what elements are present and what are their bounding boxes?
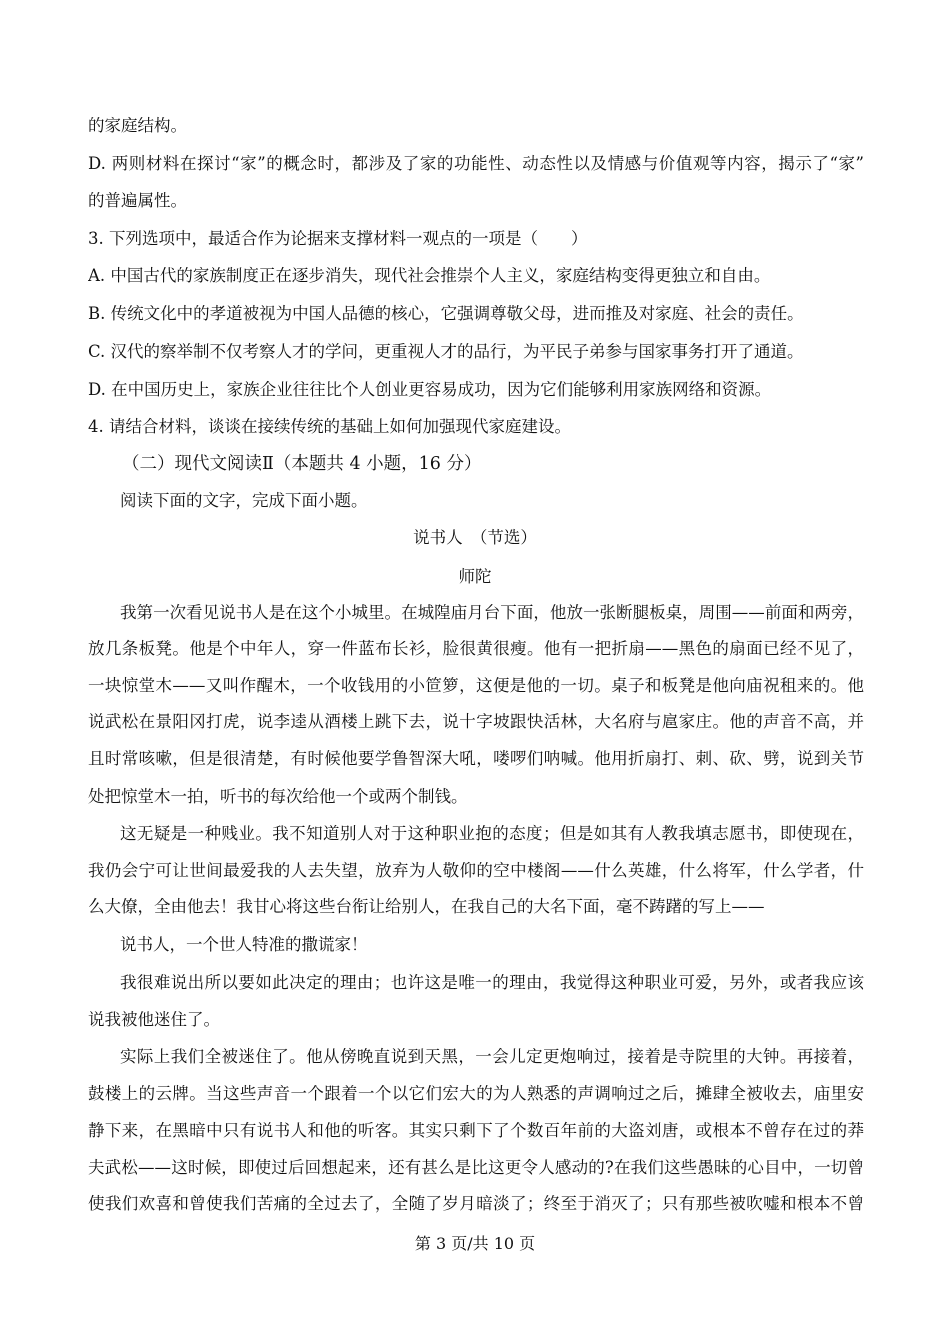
section-heading: （二）现代文阅读Ⅱ（本题共 4 小题，16 分） [122,454,482,474]
text-line: 的普遍属性。 [88,191,187,210]
option-d-line-1: D. 两则材料在探讨“家”的概念时，都涉及了家的功能性、动态性以及情感与价值观等内容，揭示了“家” [88,154,864,173]
paragraph-line: 使我们欢喜和曾使我们苦痛的全过去了，全随了岁月暗淡了；终至于消灭了；只有那些被吹嘘和根本不曾 [88,1194,864,1213]
question-3: 3. 下列选项中，最适合作为论据来支撑材料一观点的一项是（ ） [88,229,588,248]
question-4: 4. 请结合材料，谈谈在接续传统的基础上如何加强现代家庭建设。 [88,417,571,436]
paragraph-line: 么大僚，全由他去！我甘心将这些台衔让给别人，在我自己的大名下面，毫不踌躇的写上—— [88,897,765,916]
paragraph-line: 且时常咳嗽，但是很清楚，有时候他要学鲁智深大吼，喽啰们呐喊。他用折扇打、刺、砍、劈，说到关节 [88,749,864,768]
option-d: D. 在中国历史上，家族企业往往比个人创业更容易成功，因为它们能够利用家族网络和资源。 [88,380,772,399]
paragraph-line: 实际上我们全被迷住了。他从傍晚直说到天黑，一会儿定更炮响过，接着是寺院里的大钟。再接着， [120,1047,864,1066]
paragraph-line: 这无疑是一种贱业。我不知道别人对于这种职业抱的态度；但是如其有人教我填志愿书，即使现在， [120,824,864,843]
option-a: A. 中国古代的家族制度正在逐步消失，现代社会推崇个人主义，家庭结构变得更独立和自由。 [88,266,771,285]
text-line: 的家庭结构。 [88,116,187,135]
paragraph-line: 我第一次看见说书人是在这个小城里。在城隍庙月台下面，他放一张断腿板桌，周围——前面和两旁， [120,603,864,622]
paragraph-line: 我仍会宁可让世间最爱我的人去失望，放弃为人敬仰的空中楼阁——什么英雄，什么将军，什么学者，什 [88,861,864,880]
paragraph-line: 处把惊堂木一拍，听书的每次给他一个或两个制钱。 [88,787,468,806]
page-footer: 第 3 页/共 10 页 [414,1234,536,1253]
paragraph-line: 说书人，一个世人特准的撒谎家！ [120,935,368,954]
option-c: C. 汉代的察举制不仅考察人才的学问，更重视人才的品行，为平民子弟参与国家事务打开了通道。 [88,342,804,361]
option-b: B. 传统文化中的孝道被视为中国人品德的核心，它强调尊敬父母，进而推及对家庭、社会的责任。 [88,304,804,323]
paragraph-line: 放几条板凳。他是个中年人，穿一件蓝布长衫，脸很黄很瘦。他有一把折扇——黑色的扇面已经不见了， [88,639,864,658]
instruction: 阅读下面的文字，完成下面小题。 [120,491,368,510]
paragraph-line: 夫武松——这时候，即使过后回想起来，还有甚么是比这更令人感动的?在我们这些愚昧的心目中，一切曾 [88,1158,864,1177]
paragraph-line: 说我被他迷住了。 [88,1010,220,1029]
article-title: 说书人 （节选） [413,528,537,547]
paragraph-line: 说武松在景阳冈打虎，说李逵从酒楼上跳下去，说十字坡跟快活林，大名府与扈家庄。他的声音不高，并 [88,712,864,731]
paragraph-line: 鼓楼上的云牌。当这些声音一个跟着一个以它们宏大的为人熟悉的声调响过之后，摊肆全被收去，庙里安 [88,1084,864,1103]
paragraph-line: 静下来，在黑暗中只有说书人和他的听客。其实只剩下了个数百年前的大盗刘唐，或根本不曾存在过的莽 [88,1121,864,1140]
paragraph-line: 我很难说出所以要如此决定的理由；也许这是唯一的理由，我觉得这种职业可爱，另外，或者我应该 [120,973,864,992]
article-author: 师陀 [458,567,492,586]
paragraph-line: 一块惊堂木——又叫作醒木，一个收钱用的小笸箩，这便是他的一切。桌子和板凳是他向庙祝租来的。他 [88,676,864,695]
